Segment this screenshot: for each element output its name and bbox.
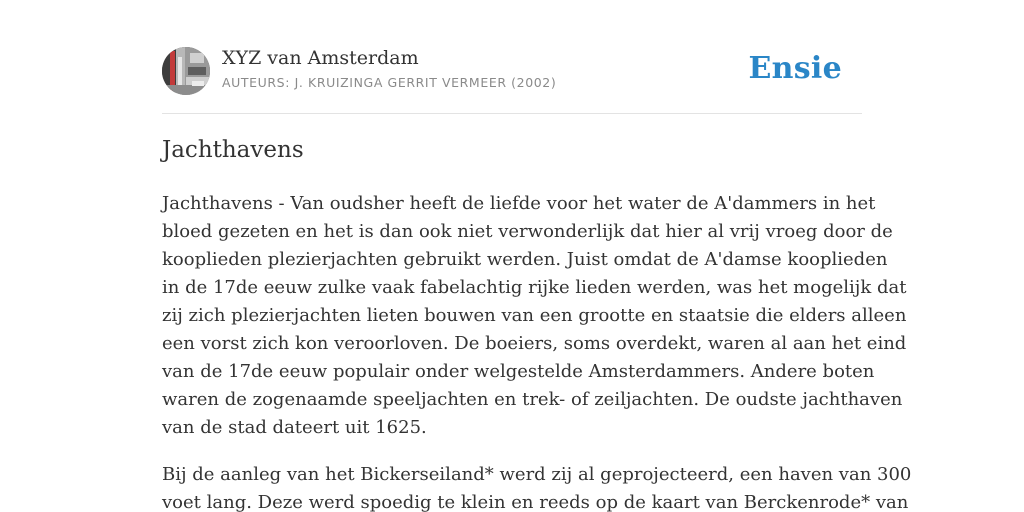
- text-line: zij zich plezierjachten lieten bouwen van een grootte en staatsie die elders alleen: [162, 305, 907, 326]
- text-line: van de 17de eeuw populair onder welgestelde Amsterdammers. Andere boten: [162, 361, 875, 382]
- text-line: een vorst zich kon veroorloven. De boeiers, soms overdekt, waren al aan het eind: [162, 333, 907, 354]
- ensie-logo[interactable]: Ensie: [748, 51, 842, 86]
- text-line: Bij de aanleg van het Bickerseiland* werd zij al geprojecteerd, een haven van 300: [162, 464, 912, 485]
- text-line: in de 17de eeuw zulke vaak fabelachtig rijke lieden werden, was het mogelijk dat: [162, 277, 907, 298]
- book-cover-image: [162, 47, 210, 95]
- text-line: voet lang. Deze werd spoedig te klein en reeds op de kaart van Berckenrode* van: [162, 492, 909, 512]
- text-line: van de stad dateert uit 1625.: [162, 417, 427, 438]
- entry-paragraph-2: [162, 461, 912, 512]
- entry-body: [162, 190, 912, 512]
- text-line: waren de zogenaamde speeljachten en trek- of zeiljachten. De oudste jachthaven: [162, 389, 903, 410]
- entry-header: [162, 47, 862, 97]
- text-line: kooplieden plezierjachten gebruikt werden. Juist omdat de A'damse kooplieden: [162, 249, 888, 270]
- entry-title: Jachthavens: [162, 137, 304, 163]
- book-authors: AUTEURS: J. KRUIZINGA GERRIT VERMEER (2002): [222, 75, 557, 90]
- book-cover-avatar[interactable]: [162, 47, 210, 95]
- book-title[interactable]: XYZ van Amsterdam: [222, 47, 419, 69]
- header-divider: [162, 113, 862, 114]
- text-line: Jachthavens - Van oudsher heeft de liefde voor het water de A'dammers in het: [162, 193, 876, 214]
- entry-paragraph-1: [162, 190, 907, 442]
- text-line: bloed gezeten en het is dan ook niet verwonderlijk dat hier al vrij vroeg door de: [162, 221, 893, 242]
